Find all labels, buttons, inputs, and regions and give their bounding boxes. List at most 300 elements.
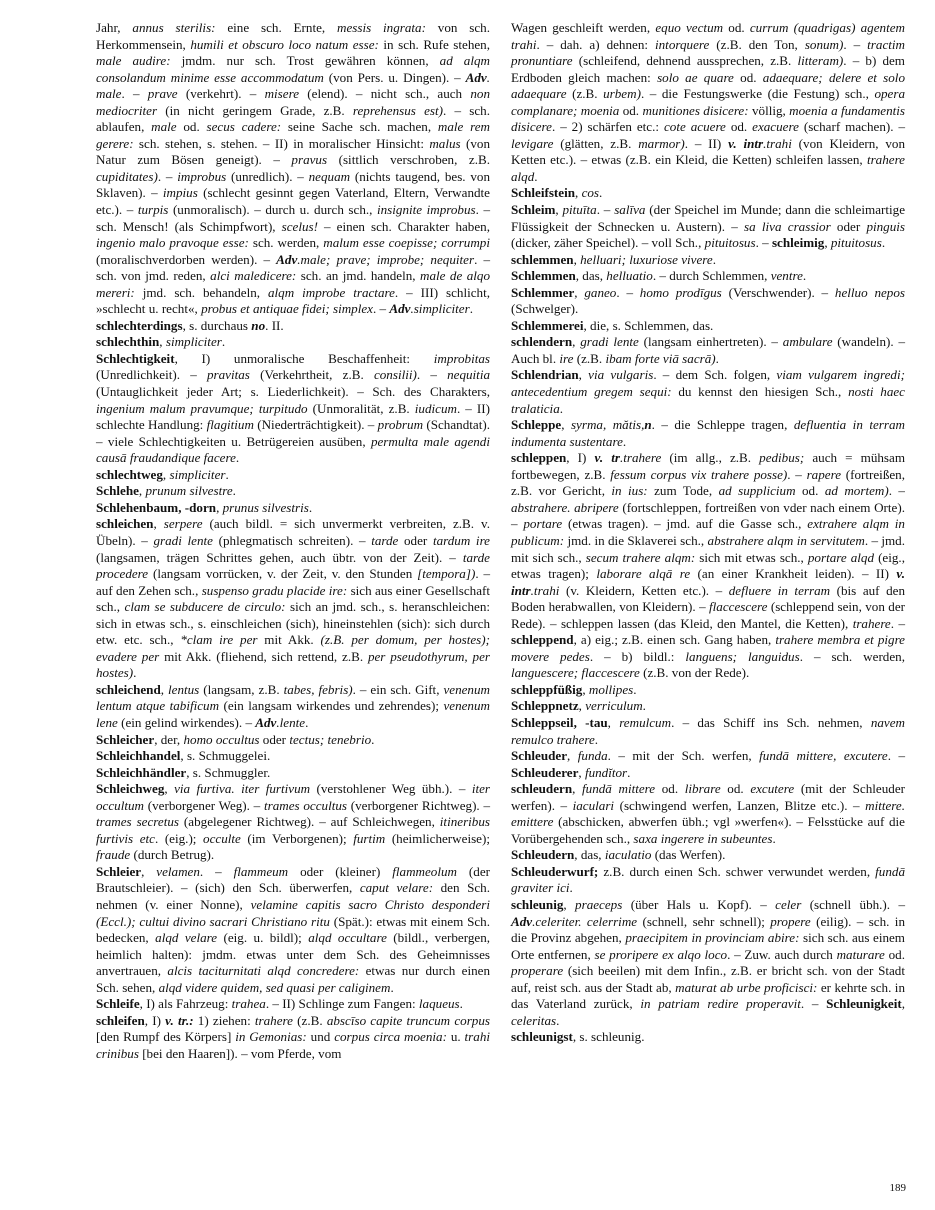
entry-text: . [556,1012,560,1028]
entry-text: (bildl., verbergen, heimlich halten): jmdm. etwas unter dem Sch. des Geheimnisses anvertrauen, [96,930,491,979]
entry-text: . [569,880,573,896]
entry-text: ibam forte viā sacrā) [605,350,716,366]
entry-text: .trahi [763,135,792,151]
dictionary-entry [96,781,490,864]
entry-text: oder (kleiner) [288,863,393,879]
entry-text: praeceps [575,896,623,912]
headword: Schleudern [511,847,575,863]
entry-text: excutere [750,781,795,797]
entry-text: laborare alqā re [596,566,691,582]
entry-text: , [607,714,620,730]
dictionary-entry [96,467,490,484]
headword: schleichend [96,681,161,697]
entry-text: pedibus; [759,450,805,466]
entry-text: exacuere [752,119,799,135]
entry-text: du kennst den hiesigen Sch., [671,384,849,400]
entry-text: defluere in terram [728,582,831,598]
entry-text: . – die Schleppe tragen, [651,417,794,433]
entry-text: od. [176,119,207,135]
headword: Schleichweg [96,781,165,797]
entry-text: , [572,334,581,350]
entry-text: (langsamen, trägen Schrittes gehen, auch übtr. von der Zeit). – [96,549,463,565]
entry-text: . [633,681,637,697]
dictionary-entry [96,748,490,765]
headword: schleppfüßig [511,681,583,697]
entry-text: . – jmd. mit sich sch., [511,532,906,565]
entry-text: intorquere [655,36,710,52]
entry-text: (verborgener Richtweg). – [347,797,490,813]
entry-text: insignite improbus [376,202,476,218]
entry-text: . – dem Sch. folgen, [653,367,777,383]
entry-text: (z.B. [573,350,606,366]
entry-text: fundā mittere, excutere [759,748,888,764]
entry-text: Jahr, [96,20,133,35]
entry-text: ad supplicium [718,483,796,499]
entry-text: od. [720,781,751,797]
entry-text: (eig., etwas tragen); [511,549,905,582]
entry-text: helluari; luxuriose vivere [580,251,713,267]
entry-text: currum (quadrigas) agentem trahi [511,20,905,52]
entry-text: via furtiva. iter furtivum [174,781,311,797]
entry-text: (etwas tragen). – jmd. auf die Gasse sch., [562,516,808,532]
entry-text: sch. werden, [248,235,324,251]
entry-text: , [582,681,589,697]
entry-text: . [534,168,538,184]
headword: Schlemmer [511,284,575,300]
entry-text: Adv [255,714,277,730]
entry-text: . – II) Schlinge zum Fangen: [265,996,419,1012]
headword: schleifen [96,1012,145,1028]
entry-text: v. intr [511,566,905,598]
entry-text: . – [755,235,772,251]
entry-text: sonum) [804,36,844,52]
entry-text: trahea [231,996,266,1012]
dictionary-entry [96,334,490,351]
entry-text: (Spät.): etwas mit einem Sch. bedecken, [96,913,490,946]
entry-text: venenum lentum atque tabificum [96,681,490,714]
entry-text: homo prodīgus [639,284,722,300]
entry-text: gradi lente [580,334,639,350]
entry-text: völlig, [748,102,790,118]
dictionary-entry [511,698,905,715]
entry-text: . – ein sch. Gift, [352,681,444,697]
entry-text: fundĭtor [584,764,628,780]
entry-text: . – sch. von jmd. reden, [96,251,491,284]
entry-text: . – das Schiff ins Sch. nehmen, [671,714,871,730]
entry-text: . [305,714,309,730]
entry-text: munitiones disicere: [642,102,749,118]
headword: Schleuder [511,748,568,764]
headword: schleichen [96,516,154,532]
entry-text: (glätten, z.B. [553,135,639,151]
dictionary-entry [511,367,905,417]
entry-text: (auch bildl. = sich unvermerkt verbreiten, z.B. v. Übeln). – [96,516,490,548]
entry-text: prunus silvestris [222,499,309,515]
entry-text: secus cadere: [206,119,282,135]
entry-text: . [225,466,229,482]
entry-text: , [573,251,581,267]
dictionary-entry [511,334,905,367]
entry-text: od. [884,946,905,962]
entry-text: 1) ziehen: [193,1012,255,1028]
entry-text: improbitas [433,350,490,366]
entry-text: .trahi [530,582,560,598]
entry-text: sich aus einer Gesellschaft sch., [96,582,491,615]
entry-text: – einen sch. Charakter haben, [318,218,490,234]
dictionary-entry [511,847,905,864]
dictionary-entry [96,996,490,1013]
entry-text: (in nicht geringem Grade, z.B. [157,102,353,118]
entry-text: male de alqo mereri: [96,268,491,300]
entry-text: urbem) [603,86,641,102]
entry-text: (z.B. per domum, per hostes); evadere per [96,632,490,664]
entry-text: (verkehrt). – [177,86,265,102]
entry-text: librare [684,781,721,797]
entry-text: , der, [154,731,184,747]
entry-text: suspenso gradu placide ire: [201,582,348,598]
entry-text: . – sch. werden, [799,648,905,664]
entry-text: ad alqm consolandum minime esse accommodatum [96,53,490,85]
entry-text: corpus circa moenia: [334,1029,447,1045]
entry-text: , [572,781,583,797]
dictionary-entry [511,268,905,285]
entry-text: . – Zuw. auch durch [727,946,837,962]
entry-text: velamine capitis sacro Christo desponderi (Eccl.); cultui divino sacrari Christiano ritu [96,896,490,929]
entry-text: . – [596,202,615,218]
entry-text: no [251,317,266,333]
entry-text: (unmoralisch). – durch u. durch sch., [168,202,377,218]
entry-text: alqd videre quidem, sed quasi per caliginem [158,979,391,995]
headword: Schleppseil, -tau [511,714,608,730]
entry-text: . [622,433,627,449]
entry-text: prunum silvestre [145,483,233,499]
entry-text: (von Natur zum Bösen geneigt). – [96,135,491,168]
entry-text: (der Speichel im Munde; dann die schleimartige Flüssigkeit der Schnecken u. Austern). – [511,202,906,234]
entry-text: verriculum [585,698,643,714]
entry-text: . II. [265,317,284,333]
entry-text: etwas nur durch einen Sch. sehen, [96,963,491,995]
entry-text: alcis taciturnitati alqd concredere: [167,963,360,979]
entry-text: (schwingend werfen, Lanzen, Blitze etc.). – [614,797,866,813]
entry-text: Adv [276,251,298,267]
entry-text: pravitas [206,367,250,383]
entry-text: Adv [465,69,487,85]
entry-text: abscīso capite truncum corpus [326,1012,490,1028]
headword: Schlemmerei [511,317,584,333]
entry-text: auch = mühsam fortbewegen, z.B. [511,450,906,482]
entry-text: flammeum [233,863,289,879]
dictionary-entry [511,450,905,682]
entry-text: in Gemonias: [235,1029,307,1045]
headword: Schlehenbaum, -dorn [96,499,217,515]
entry-text: via vulgaris [588,367,654,383]
entry-text: den Sch. nehmen (v. einer Nonne), [96,880,490,912]
entry-text: [den Rumpf des Körpers] [96,1029,236,1045]
entry-text: fundā mittere [582,781,656,797]
entry-text: , [555,202,563,218]
entry-text: . – auf den Zehen sch., [96,566,490,598]
entry-text: . (eig.); [154,830,204,846]
entry-text: . [772,830,776,846]
entry-text: languens; languidus [685,648,800,664]
entry-text: . [459,996,463,1012]
dictionary-entry [511,20,905,185]
entry-text: zum Tode, [647,483,719,499]
entry-text: , s. Schmuggler. [186,764,271,780]
entry-text: . – b) bildl.: [589,648,686,664]
entry-text: (abschicken, abwerfen übh.; vgl »werfen«). – Felsstücke auf die Vorübergehenden sch., [511,814,905,846]
entry-text: defluentia in terram indumenta sustentare [511,417,905,449]
entry-text: propere [770,913,811,929]
entry-text: . [627,764,631,780]
entry-text: . – III) schlicht, »schlecht u. recht«, [96,284,490,317]
entry-text: , [901,996,906,1012]
entry-text: annus sterilis: [132,20,216,35]
entry-text: od. [725,119,753,135]
entry-text: , [164,781,175,797]
entry-text: , s. schleunig. [572,1029,645,1045]
entry-text: flaccescere [709,599,768,615]
headword: Schleim [511,202,556,218]
dictionary-entry [511,318,905,335]
entry-text: (abgelegener Richtweg). – auf Schleichwegen, [179,814,440,830]
entry-text: (bis auf den Boden herabwallen, von Kleidern). – [511,582,905,615]
entry-text: prave [147,86,178,102]
entry-text: . – sch. ablaufen, [96,102,490,135]
entry-text: pituitosus [704,235,756,251]
entry-text: sch. an jmd. handeln, [296,268,421,284]
entry-text: . [308,499,313,515]
entry-text: sich sch. aus einem Orte entfernen, [511,930,905,962]
entry-text: funda [577,748,608,764]
headword: schlechterdings [96,317,183,333]
headword: schlechtweg [96,466,163,482]
entry-text: . – [157,168,178,184]
entry-text: . – 2) schärfen etc.: [551,119,664,135]
entry-text: abstrahere. abripere [511,499,619,515]
entry-text: . male [96,69,491,102]
entry-text: .simpliciter [410,301,470,317]
entry-text: iudicum [414,400,457,416]
entry-text: , [561,417,571,433]
entry-text: celer [775,896,802,912]
entry-text: (scharf machen). – [798,119,905,135]
dictionary-entry [511,417,905,450]
entry-text: trahere [852,615,891,631]
headword: Schlendrian [511,367,579,383]
entry-text: (langsam, z.B. [199,681,284,697]
headword: Schlehe [96,483,139,499]
entry-text: , a) eig.; z.B. einen sch. Gang haben, [573,632,776,648]
entry-text: syrma, mătis, [570,417,645,433]
entry-text: equo vectum [655,20,724,35]
entry-text: pravus [291,152,328,168]
entry-text: abstrahere alqm in servitutem [707,532,865,548]
dictionary-entry [511,682,905,699]
entry-text: trames occultus [263,797,348,813]
entry-text: . – [887,748,906,764]
entry-text: , [162,466,170,482]
entry-text: serpere [163,516,203,532]
entry-text: (phlegmatisch schreiten). – [212,532,372,548]
entry-text: . – [372,301,390,317]
entry-text: (verstohlener Weg übh.). – [310,781,472,797]
entry-text: oder [398,532,433,548]
dictionary-entry [96,516,490,681]
entry-text: velamen [156,863,200,879]
entry-text: , [824,235,831,251]
entry-text: alqd velare [155,930,218,946]
headword: Schleunigkeit [826,996,902,1012]
entry-text: od. [619,102,643,118]
entry-text: trahere alqd [511,152,905,184]
entry-text: , [578,367,589,383]
entry-text: (von Kleidern, von Ketten etc.). – etwas (z.B. ein Kleid, die Ketten) schleifen lassen, [511,135,905,168]
entry-text: ambulare [782,334,833,350]
entry-text: . – [121,86,148,102]
entry-text: . [559,400,564,416]
entry-text: in sch. Rufe stehen, [378,36,491,52]
entry-text: malus [429,135,461,151]
entry-text: . [642,698,646,714]
entry-text: (langsam vorrücken, v. der Zeit, v. den Stunden [148,566,418,582]
entry-text: v. tr [594,450,620,466]
entry-text: properare [511,963,564,979]
entry-text: viam vulgarem ingredi; antecedentium gregem sequi: [511,367,905,400]
entry-text: maturare [836,946,885,962]
entry-text: er kehrte sch. in das Vaterland zurück, [511,979,905,1012]
entry-text: reprehensus est) [352,102,444,118]
entry-text: salīva [614,202,646,218]
entry-text: alqm improbe tractare [268,284,395,300]
entry-text: oder [259,731,290,747]
entry-text: (dicker, zäher Speichel). – voll Sch., [511,235,705,251]
entry-text: rapere [806,466,842,482]
entry-text: u. [446,1029,465,1045]
entry-text: nequitia [447,367,491,383]
dictionary-entry [511,202,905,252]
entry-text: jmd. in die Sklaverei sch., [564,532,708,548]
dictionary-entry [511,1029,905,1046]
entry-text: male [151,119,177,135]
entry-text: . – [800,996,827,1012]
entry-text: probrum [377,417,424,433]
entry-text: (im allg., z.B. [661,450,760,466]
headword: schleppen [511,450,567,466]
dictionary-entry [511,185,905,202]
entry-text: (durch Betrug). [130,847,215,863]
entry-text: (schleppend sein, von der Rede). – schleppen lassen (das Kleid, den Mantel, die Ketten), [511,599,905,631]
entry-text: (z.B. [566,86,604,102]
entry-text: trahi crinibus [96,1029,491,1061]
entry-text: homo occultus [183,731,260,747]
entry-text: (an einer Krankheit leiden). – II) [690,566,897,582]
entry-text: helluatio [606,268,653,284]
dictionary-entry [96,682,490,732]
entry-text: .trahere [619,450,662,466]
entry-text: (Verschwender). – [721,284,835,300]
entry-text: cos [581,185,600,201]
entry-text: , [563,896,576,912]
entry-text: portare alqd [807,549,875,565]
entry-text: , [574,284,585,300]
entry-text: (ein langsam wirkendes und zehrendes); [219,698,444,714]
entry-text: ingenio malo pravoque esse: [96,235,249,251]
entry-text: (mit der Schleuder werfen). – [511,781,905,813]
dictionary-entry [96,732,490,749]
entry-text: (elend). – nicht sch., auch [299,86,471,102]
headword: Schlechtigkeit [96,350,175,366]
dictionary-entry [511,715,905,748]
entry-text: (schlecht gesinnt gegen Vaterland, Eltern, Verwandte etc.). – [96,185,490,218]
entry-text: simpliciter [169,466,226,482]
entry-text: (der Brautschleier). – (sich) den Sch. überwerfen, [96,863,490,896]
entry-text: , [159,334,166,350]
entry-text: (Schwelger). [511,301,579,317]
entry-text: fundā graviter ici [511,863,905,896]
entry-text: , I) [566,450,595,466]
entry-text: . – II) [684,135,729,151]
entry-text: oder [830,218,867,234]
entry-text: lentus [168,681,200,697]
dictionary-entry [96,351,490,467]
entry-text: . [133,665,137,681]
entry-text: .celeriter. celerrime [532,913,638,929]
entry-text: flammeolum [392,863,457,879]
headword: schlechthin [96,334,160,350]
entry-text: [tempora]) [417,566,476,582]
entry-text: tractim pronuntiare [511,36,905,69]
entry-text: , s. Schmuggelei. [180,748,271,764]
entry-text: pituitosus [830,235,882,251]
dictionary-entry [511,781,905,847]
entry-text: alci maledicere: [210,268,297,284]
entry-text: ad mortem) [824,483,889,499]
entry-text: (langsam einhertreten). – [638,334,783,350]
entry-text: extrahere alqm in publicum: [511,516,905,548]
entry-text: od. [795,483,825,499]
entry-text: (eig. u. bildl); [217,930,309,946]
entry-text: in ius: [611,483,648,499]
entry-text: alqd occultare [308,930,387,946]
entry-text: . – [890,615,905,631]
headword: schleunig [511,896,564,912]
entry-text: nosti haec tralaticia [511,384,905,416]
entry-text: z.B. durch einen Sch. schwer verwundet werden, [598,863,876,879]
entry-text: . – [416,367,448,383]
dictionary-entry [511,864,905,897]
entry-text: (Untauglichkeit jeder Art; s. Liederlichkeit). – Sch. des Charakters, [96,384,490,400]
dictionary-entry [511,285,905,318]
entry-text: mollipes [588,681,634,697]
entry-text: , [160,681,168,697]
entry-text: eine sch. Ernte, [215,20,338,35]
entry-text: occulte [203,830,241,846]
entry-text: consilii) [373,367,417,383]
entry-text: (v. Kleidern, Ketten etc.). – [559,582,729,598]
left-column [96,20,490,1062]
entry-text: . [235,450,240,466]
entry-text: (Unmoralität, z.B. [307,400,415,416]
entry-text: iaculari [572,797,615,813]
entry-text: Adv [389,301,411,317]
entry-text: . – sch. Mensch! (als Schimpfwort), [96,202,490,234]
entry-text: sich an jmd. sch., s. heranschleichen: sich in etwas sch., s. einschleichen (sich), hineinstehlen (sich): sich durch etw. etc. sch., [96,599,491,648]
entry-text: venenum lene [96,698,490,730]
headword: schlemmen [511,251,574,267]
entry-text: , [578,698,586,714]
entry-text: . – durch Schlemmen, [652,268,771,284]
